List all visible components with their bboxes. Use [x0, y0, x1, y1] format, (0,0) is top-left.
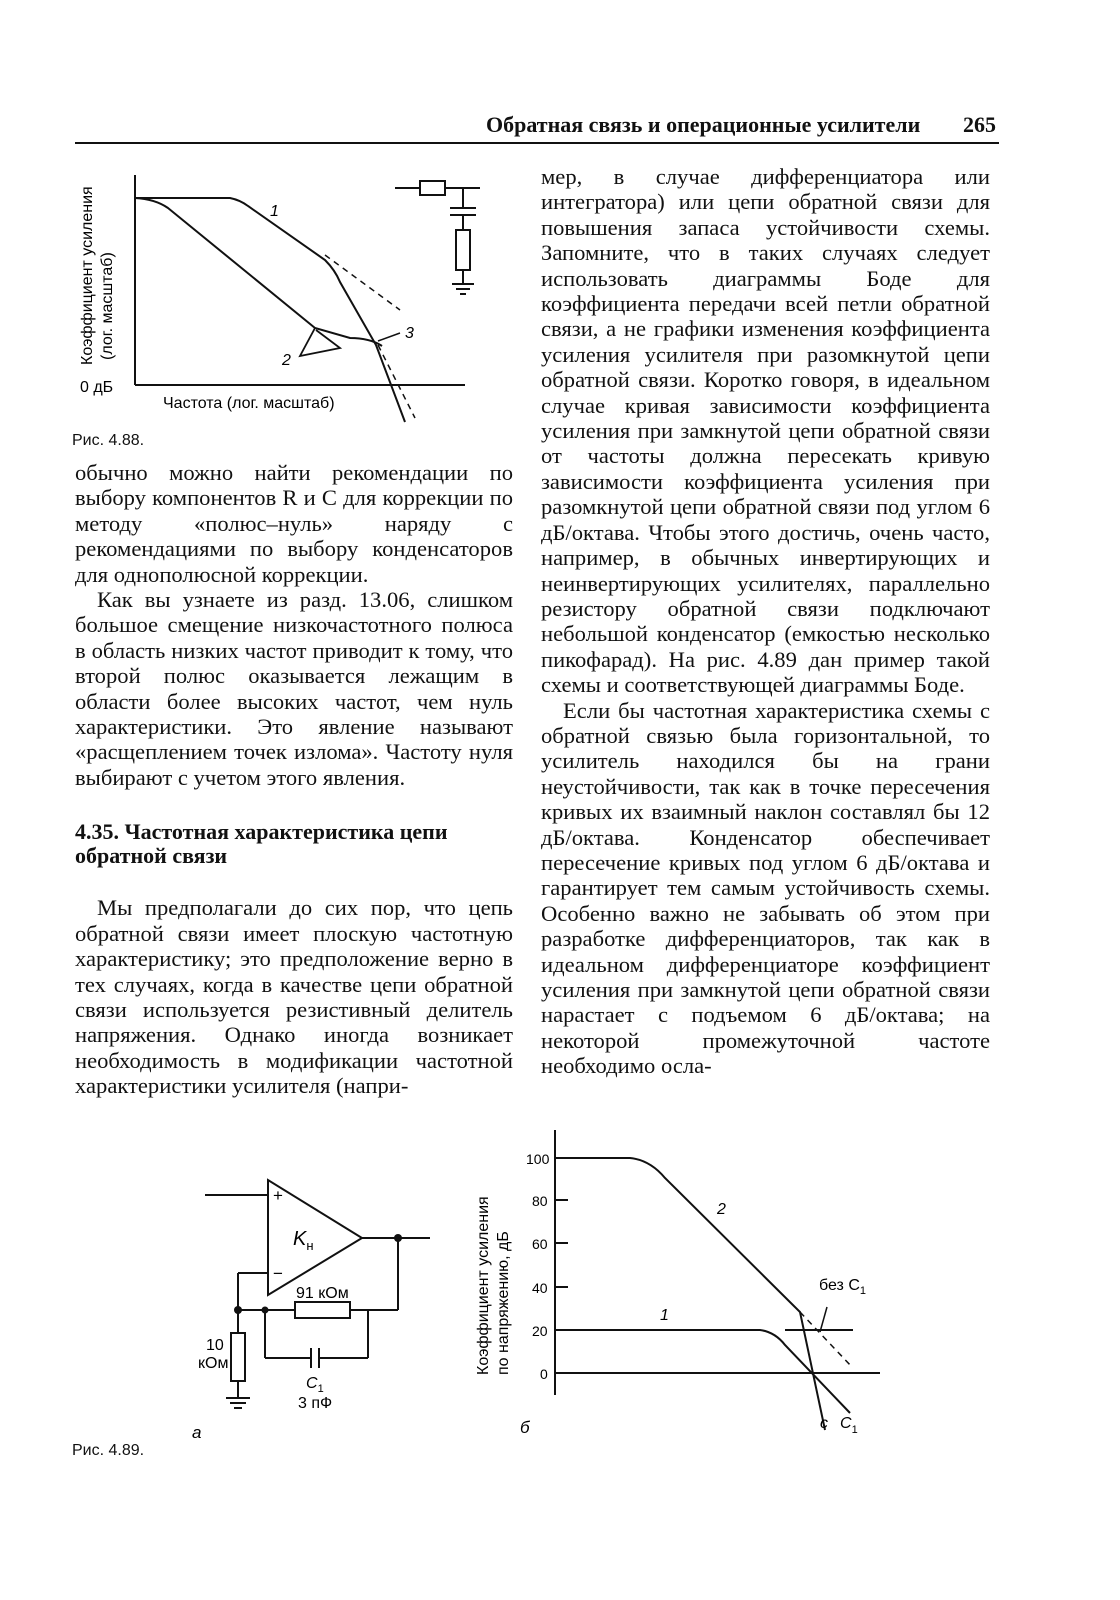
bode-without-c1: без $C_1$: [819, 1277, 866, 1297]
panel-b-label: б: [520, 1418, 530, 1437]
resistor-10k-label-1: 10: [206, 1337, 224, 1354]
ytick-0: 0: [540, 1366, 548, 1382]
resistor-10k-label-2: кОм: [198, 1355, 229, 1372]
fig488-dashed-2: [378, 345, 415, 418]
rc-network-icon: [395, 181, 480, 294]
header-rule: [75, 142, 999, 144]
fig488-label-3: 3: [405, 325, 414, 342]
node-dot-out: [394, 1234, 402, 1242]
opamp-gain: $K_н$: [293, 1228, 314, 1253]
header-title: Обратная связь и операционные усилители: [486, 112, 921, 137]
left-column: [75, 460, 513, 1099]
bode-label-1: 1: [660, 1307, 669, 1324]
ytick-60: 60: [532, 1236, 548, 1252]
ytick-80: 80: [532, 1193, 548, 1209]
panel-a-label: а: [192, 1423, 202, 1442]
running-header: [486, 112, 996, 138]
bode-ylabel-1: Коэффициент усиления: [475, 1196, 492, 1375]
right-column: [541, 164, 990, 1079]
right-paragraph-2: Если бы частотная характеристика схемы с обратной связью была горизонтальной, то усилитель находился бы на грани неустойчивости, так как в точке пересечения кривых их взаимный наклон составлял бы 12 дБ/октава. Конденсатор обеспечивает пересечение кривых под углом 6 дБ/октава и гарантирует тем самым устойчивость схемы. Особенно важно не забывать об этом при разработке дифференциаторов, так как в идеальном дифференциаторе коэффициент усиления при замкнутой цепи обратной связи нарастает с подъемом 6 дБ/октава; на некоторой промежуточной частоте необходимо осла-: [541, 697, 990, 1079]
left-paragraph-3: Мы предполагали до сих пор, что цепь обратной связи имеет плоскую частотную характеристику; это предположение верно в тех случаях, когда в качестве цепи обратной связи используется резистивный делитель напряжения. Однако иногда возникает необходимость в модификации частотной характеристики усилителя (напри-: [75, 895, 513, 1099]
figure-4-88: [70, 160, 500, 430]
right-paragraph-1: мер, в случае дифференциатора или интегратора) или цепи обратной связи для повышения запаса устойчивости схемы. Запомните, что в таких случаях следует использовать диаграммы Боде для коэффициента передачи всей петли обратной связи, а не графики изменения коэффициента усиления усилителя при разомкнутой цепи обратной связи. Коротко говоря, в идеальном случае кривая зависимости коэффициента усиления при замкнутой цепи обратной связи от частоты должна пересекать кривую зависимости коэффициента усиления при разомкнутой цепи обратной связи под углом 6 дБ/октава. Чтобы этого достичь, очень часто, например, в обычных инвертирующих и неинвертирующих усилителях, параллельно резистору обратной связи подключают небольшой конденсатор (емкостью несколько пикофарад). На рис. 4.89 дан пример такой схемы и соответствующей диаграммы Боде.: [541, 164, 990, 698]
section-heading: 4.35. Частотная характеристика цепи обратной связи: [75, 819, 448, 869]
fig488-ylabel-1: Коэффициент усиления: [79, 186, 96, 365]
fig488-caption: Рис. 4.88.: [72, 432, 145, 449]
page-number: 265: [963, 112, 996, 137]
fig488-dashed-1: [325, 255, 400, 310]
fig488-label-1: 1: [270, 203, 279, 220]
fig488-curve-1: [135, 198, 405, 422]
fig488-ylabel-2: (лог. масштаб): [99, 252, 116, 360]
opamp-minus: −: [273, 1264, 283, 1283]
fig488-curve-3: [378, 333, 400, 341]
resistor-10k: [231, 1333, 245, 1381]
node-dot-cap: [262, 1307, 269, 1314]
bode-ylabel-2: по напряжению, дБ: [495, 1231, 512, 1375]
bode-with-c-label: c: [820, 1415, 828, 1432]
opamp-plus: +: [273, 1186, 283, 1205]
bode-dashed-without-c1: [800, 1312, 852, 1367]
ytick-40: 40: [532, 1280, 548, 1296]
bode-c1-label: $C_1$: [840, 1415, 858, 1436]
node-dot-in: [234, 1306, 242, 1314]
left-paragraph-1: обычно можно найти рекомендации по выбору компонентов R и C для коррекции по методу «полюс–нуль» наряду с рекомендациями по выбору конденсаторов для однополюсной коррекции.: [75, 460, 513, 587]
bode-label-2: 2: [717, 1201, 726, 1218]
resistor-91k: [295, 1302, 350, 1318]
fig488-curve-main: [135, 198, 382, 346]
fig488-xlabel: Частота (лог. масштаб): [163, 395, 335, 412]
cap-name-label: $C_1$: [306, 1375, 324, 1395]
figure-4-89-bode: [470, 1130, 890, 1440]
resistor-91k-label: 91 кОм: [296, 1285, 349, 1302]
fig488-zero-db: 0 дБ: [80, 379, 114, 396]
left-paragraph-2: Как вы узнаете из разд. 13.06, слишком большое смещение низкочастотного полюса в область низких частот приводит к тому, что второй полюс оказывается лежащим в области более высоких частот, чем нуль характеристики. Это явление называют «расщеплением точек излома». Частоту нуля выбирают с учетом этого явления.: [75, 587, 513, 790]
fig488-curve-2: [300, 328, 340, 356]
fig488-label-2: 2: [282, 352, 291, 369]
ytick-20: 20: [532, 1323, 548, 1339]
ytick-100: 100: [526, 1151, 550, 1167]
bode-ticks: [555, 1158, 568, 1373]
bode-pointer: [820, 1307, 827, 1332]
figure-4-89-circuit: [190, 1170, 450, 1450]
bode-curve-2-open-loop: [555, 1158, 825, 1430]
fig489-caption: Рис. 4.89.: [72, 1442, 145, 1459]
cap-value-label: 3 пФ: [298, 1395, 333, 1412]
